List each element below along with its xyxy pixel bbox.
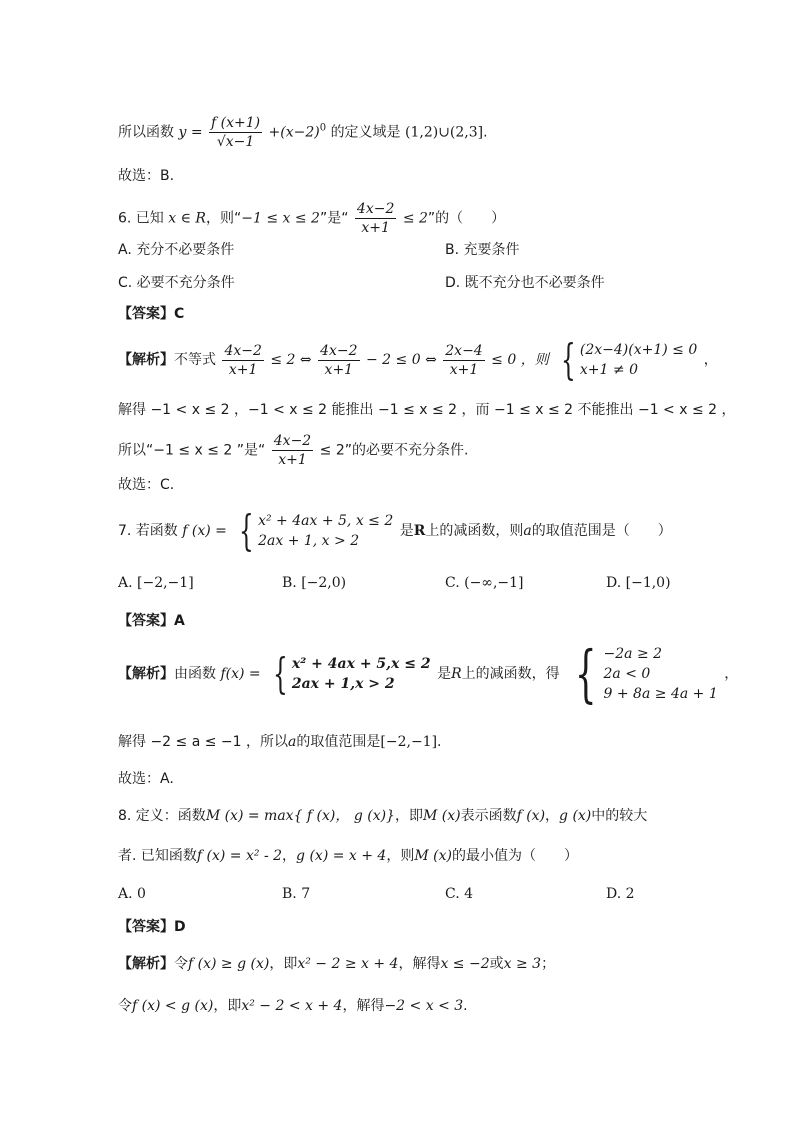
math: M (x) (414, 848, 452, 864)
exponent: 0 (319, 122, 327, 134)
text: 中的较大 (591, 808, 648, 824)
system-row: 9 + 8a ≥ 4a + 1 (603, 686, 718, 702)
system-row: 2ax + 1,x > 2 (291, 676, 395, 692)
system-rows (258, 511, 393, 551)
math: (1,2)∪(2,3] (405, 124, 484, 141)
text: 是 (399, 523, 414, 539)
numerator: 4x−2 (356, 201, 395, 217)
equation-system (233, 506, 394, 555)
text: ，则“ (205, 210, 242, 227)
question-8-line1 (118, 806, 647, 826)
analysis-6-line2: 解得 −1 < x ≤ 2 ，−1 < x ≤ 2 能推出 −1 ≤ x ≤ 2 ，而 −1 ≤ x ≤ 2 不能推出 −1 < x ≤ 2 ， (118, 402, 736, 418)
text: 所以函数 (118, 124, 174, 141)
math: ≤ 2 ⇔ (270, 352, 312, 368)
analysis-label: 【解析】 (118, 956, 174, 972)
math: +(x−2) (268, 124, 320, 141)
choose-a: 故选：A. (118, 771, 174, 787)
text: 6. 已知 (118, 210, 164, 227)
analysis-8-line1 (118, 954, 555, 974)
text: ， (545, 808, 560, 824)
text: 的取值范围是（ ） (531, 523, 672, 539)
math: f (x) = (182, 523, 227, 539)
math: x² − 2 < x + 4 (241, 998, 343, 1014)
math: ≤ 0 ，则 (491, 352, 549, 368)
option-b: B. 充要条件 (445, 242, 520, 258)
text: ，即 (269, 956, 298, 972)
analysis-label: 【解析】 (118, 352, 174, 368)
math: R (413, 523, 426, 539)
math: f (x) = x² - 2 (196, 848, 283, 864)
text: . (483, 124, 488, 141)
text: ，解得 (342, 998, 385, 1014)
fraction (443, 342, 484, 379)
math: x ≤ −2 (440, 956, 490, 972)
text: 表示函数 (460, 808, 517, 824)
text: 或 (489, 956, 504, 972)
choose-c: 故选：C. (118, 477, 175, 493)
brace-icon: { (561, 335, 576, 384)
analysis-8-line2 (118, 996, 468, 1016)
equation-system (267, 649, 431, 698)
text: 的定义域是 (330, 124, 401, 141)
brace-icon: { (239, 506, 255, 555)
system-row: x+1 ≠ 0 (579, 362, 638, 378)
equation-system (555, 335, 698, 384)
system-row: 2ax + 1, x > 2 (258, 533, 360, 549)
text: . (463, 998, 468, 1014)
option-c: C. 必要不充分条件 (118, 275, 235, 291)
math: f (x) (516, 808, 546, 824)
choose-b: 故选：B. (118, 168, 175, 184)
math: −1 ≤ x ≤ 2 (241, 210, 320, 227)
option-b: B. [−2,0) (282, 575, 347, 591)
fraction (222, 342, 263, 379)
fraction (272, 432, 313, 469)
text: ， (282, 848, 297, 864)
numerator: 4x−2 (320, 342, 358, 359)
text: ， (703, 352, 718, 368)
text: 不等式 (174, 352, 216, 368)
text: 上的减函数，则 (425, 523, 524, 539)
text: 上的减函数，得 (461, 666, 560, 682)
text: ，即 (213, 998, 242, 1014)
text: ， (724, 666, 739, 682)
text: . (437, 734, 442, 750)
math: x² − 2 ≥ x + 4 (297, 956, 399, 972)
question-8-line2 (118, 846, 578, 866)
system-rows (604, 644, 718, 704)
analysis-6 (118, 335, 718, 384)
fraction (318, 342, 359, 379)
math: R (451, 666, 462, 682)
option-d: D. 2 (606, 886, 635, 902)
system-row: x² + 4ax + 5, x ≤ 2 (258, 513, 394, 529)
text: ”是“ (319, 210, 349, 227)
text: ，即 (394, 808, 423, 824)
option-b: B. 7 (282, 886, 311, 902)
text: 8. 定义：函数 (118, 808, 206, 824)
system-row: (2x−4)(x+1) ≤ 0 (579, 342, 698, 358)
system-rows (292, 654, 431, 694)
option-d: D. [−1,0) (606, 575, 671, 591)
math: f (x) < g (x) (132, 998, 214, 1014)
option-c: C. 4 (445, 886, 474, 902)
option-a: A. [−2,−1] (118, 575, 194, 591)
text: 的最小值为（ ） (451, 848, 578, 864)
denominator: x+1 (449, 361, 479, 378)
text: 7. 若函数 (118, 523, 178, 539)
text: 解得 −2 ≤ a ≤ −1 ，所以 (118, 734, 289, 750)
option-c: C. (−∞,−1] (445, 575, 524, 591)
numerator: 2x−4 (445, 342, 483, 359)
analysis-label: 【解析】 (118, 666, 174, 682)
math: g (x) = x + 4 (296, 848, 387, 864)
math: a (288, 734, 297, 750)
math: x ≥ 3 (503, 956, 542, 972)
system-row: x² + 4ax + 5,x ≤ 2 (291, 656, 431, 672)
system-rows (580, 340, 697, 380)
math: g (x) (559, 808, 592, 824)
option-a: A. 0 (118, 886, 146, 902)
analysis-7-line2 (118, 732, 442, 752)
text: ，解得 (398, 956, 441, 972)
math: M (x) (422, 808, 461, 824)
text: 者. 已知函数 (118, 848, 197, 864)
equation-system (566, 637, 718, 710)
numerator: 4x−2 (224, 342, 262, 359)
answer-6: 【答案】C (118, 306, 185, 322)
answer-8: 【答案】D (118, 919, 186, 935)
math: M (x) = max{ f (x)， g (x)} (205, 808, 395, 824)
analysis-6-line3 (118, 432, 468, 469)
text: 所以“−1 ≤ x ≤ 2 ”是“ (118, 442, 266, 459)
text: ≤ 2”的必要不充分条件. (319, 442, 469, 459)
text: 的取值范围是 (296, 734, 381, 750)
text: 令 (118, 998, 132, 1014)
math: y = (178, 124, 203, 141)
math: − 2 ≤ 0 ⇔ (366, 352, 437, 368)
text: ； (541, 956, 556, 972)
option-d: D. 既不充分也不必要条件 (445, 275, 605, 291)
text: 由函数 (174, 666, 216, 682)
text: ”的（ ） (427, 210, 506, 227)
analysis-7 (118, 637, 739, 710)
brace-icon: { (273, 649, 288, 698)
system-row: 2a < 0 (603, 666, 651, 682)
domain-sentence (118, 114, 488, 151)
answer-7: 【答案】A (118, 613, 185, 629)
math: a (523, 523, 532, 539)
system-row: −2a ≥ 2 (603, 646, 663, 662)
denominator: x+1 (324, 361, 354, 378)
fraction (355, 200, 396, 237)
question-7 (118, 506, 672, 555)
math: ≤ 2 (402, 210, 428, 227)
numerator: 4x−2 (273, 433, 312, 449)
math: f (x) ≥ g (x) (188, 956, 270, 972)
fraction (209, 114, 262, 151)
math: f(x) = (220, 666, 261, 682)
brace-icon: { (574, 637, 597, 710)
denominator: x+1 (278, 452, 307, 468)
numerator: f (x+1) (211, 115, 261, 131)
math: x ∈ R (168, 210, 206, 227)
option-a: A. 充分不必要条件 (118, 242, 235, 258)
text: ，则 (386, 848, 415, 864)
math: −2 < x < 3 (384, 998, 464, 1014)
denominator: √x−1 (216, 134, 255, 150)
text: 是 (437, 666, 452, 682)
denominator: x+1 (361, 220, 390, 236)
question-6 (118, 200, 505, 237)
math: [−2,−1] (380, 734, 438, 750)
text: 令 (174, 956, 188, 972)
denominator: x+1 (228, 361, 258, 378)
